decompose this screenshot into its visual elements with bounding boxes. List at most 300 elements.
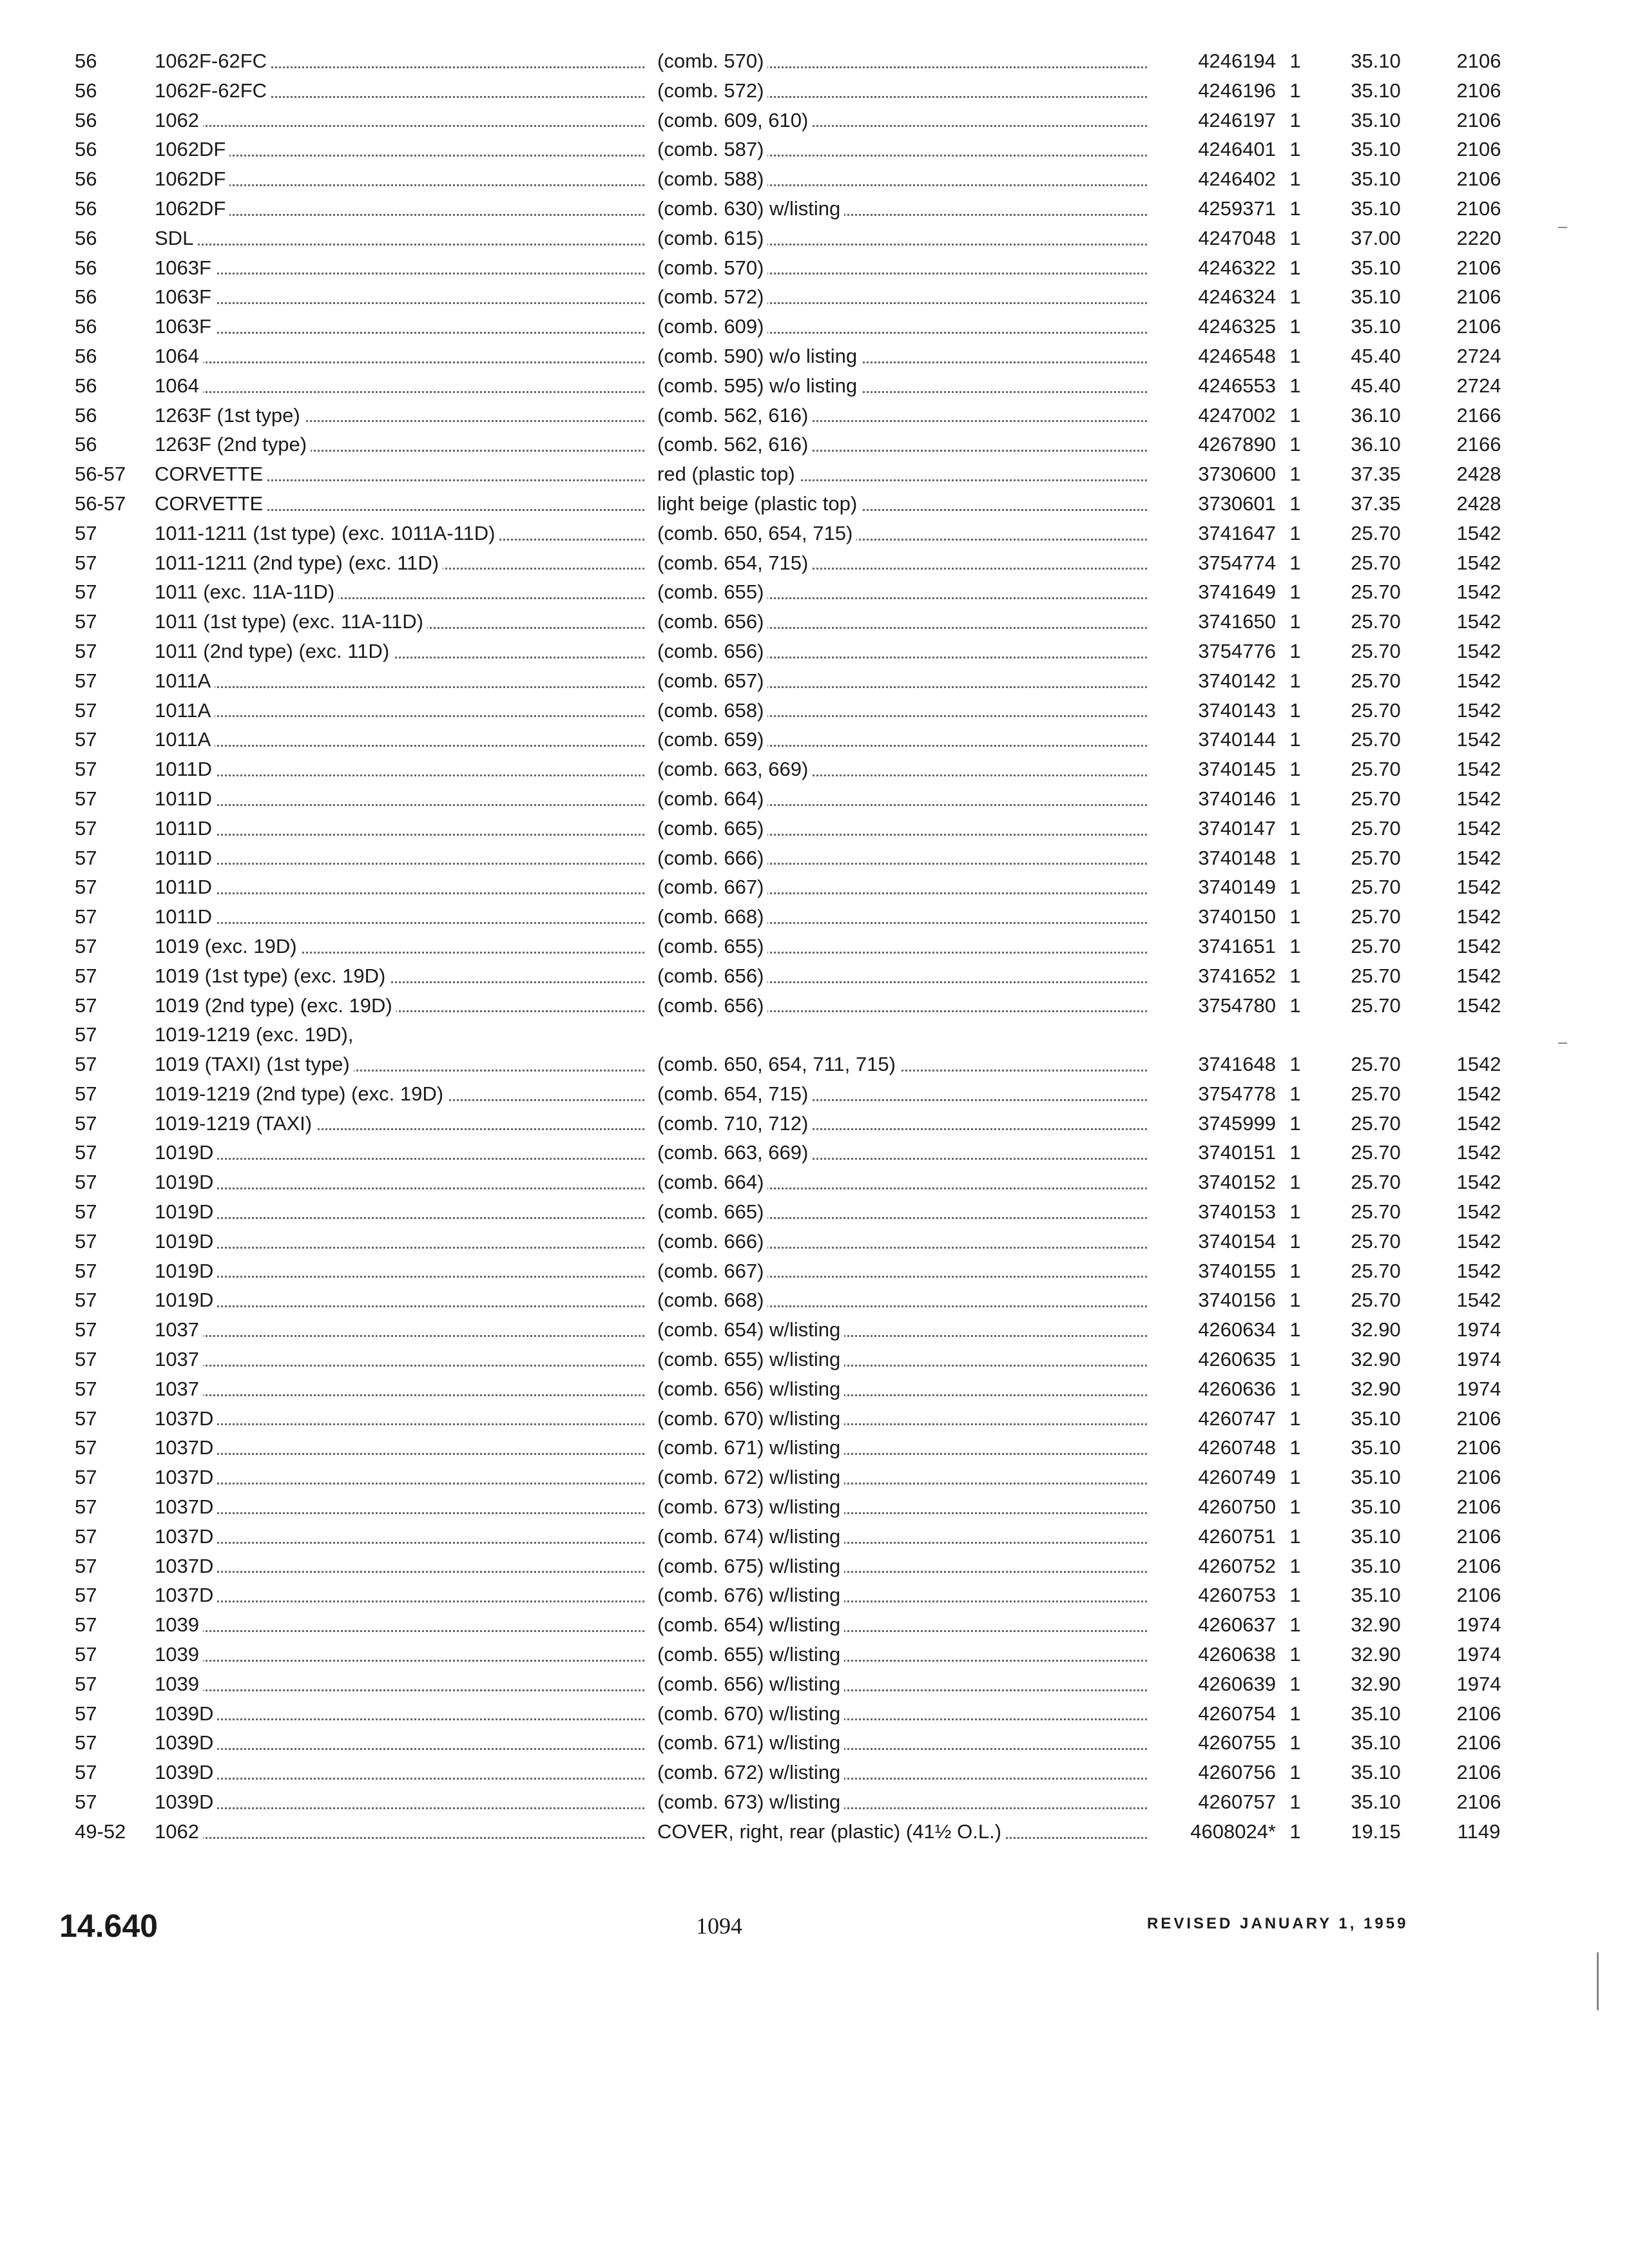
description-cell-text: (comb. 668) (657, 905, 767, 928)
year-cell: 57 (75, 1111, 97, 1135)
description-cell (657, 1552, 1147, 1581)
model-cell (155, 784, 644, 814)
description-cell-text: (comb. 656) w/listing (657, 1378, 844, 1400)
quantity-cell: 1 (1289, 285, 1301, 309)
model-cell-text: 1062 (155, 109, 203, 131)
model-cell (155, 696, 644, 726)
part-number-cell: 4260639 (1198, 1672, 1276, 1695)
description-cell (657, 253, 1147, 283)
table-row (64, 1197, 1501, 1227)
table-row (64, 784, 1501, 814)
dot-leader (155, 1158, 644, 1160)
table-row (64, 459, 1501, 489)
quantity-cell: 1 (1289, 197, 1301, 220)
year-cell: 57 (75, 905, 97, 928)
year-cell: 57 (75, 846, 97, 869)
description-cell-text: (comb. 670) w/listing (657, 1407, 844, 1430)
year-cell: 57 (75, 1584, 97, 1607)
quantity-cell: 1 (1289, 581, 1301, 604)
year-cell: 57 (75, 1171, 97, 1194)
quantity-cell: 1 (1289, 138, 1301, 161)
model-cell (155, 1758, 644, 1787)
part-number-cell: 3740147 (1198, 816, 1276, 840)
year-cell: 57 (75, 698, 97, 722)
quantity-cell: 1 (1289, 1259, 1301, 1282)
description-cell (657, 666, 1147, 696)
table-row (64, 1138, 1501, 1168)
price-cell: 35.10 (1351, 256, 1401, 279)
table-row (64, 253, 1501, 283)
description-cell (657, 1256, 1147, 1286)
model-cell-text: SDL (155, 227, 197, 249)
table-row (64, 1787, 1501, 1817)
model-cell-text: 1019D (155, 1289, 217, 1311)
code-cell: 1974 (1456, 1318, 1501, 1341)
dot-leader (155, 1571, 644, 1573)
table-row (64, 1109, 1501, 1139)
model-cell-text: 1064 (155, 374, 203, 397)
description-cell (657, 1374, 1147, 1404)
table-row (64, 1669, 1501, 1699)
section-number: 14.640 (59, 1908, 158, 1944)
table-row (64, 1758, 1501, 1787)
price-cell: 35.10 (1351, 1554, 1401, 1577)
part-number-cell: 3730600 (1198, 463, 1276, 486)
price-cell: 25.70 (1351, 964, 1401, 987)
year-cell: 57 (75, 1023, 97, 1046)
model-cell (155, 1227, 644, 1256)
model-cell-text: 1063F (155, 256, 215, 279)
quantity-cell: 1 (1289, 1111, 1301, 1135)
year-cell: 57 (75, 1761, 97, 1784)
model-cell (155, 1552, 644, 1581)
price-cell: 35.10 (1351, 1731, 1401, 1754)
table-row (64, 872, 1501, 902)
year-cell: 57 (75, 1377, 97, 1400)
price-cell: 32.90 (1351, 1672, 1401, 1695)
description-cell-text: (comb. 657) (657, 669, 767, 692)
model-cell (155, 430, 644, 459)
model-cell-text: 1263F (1st type) (155, 404, 304, 427)
table-row (64, 106, 1501, 135)
model-cell-text: 1039 (155, 1643, 203, 1666)
quantity-cell: 1 (1289, 433, 1301, 456)
code-cell: 1542 (1456, 581, 1501, 604)
model-cell (155, 489, 644, 519)
code-cell: 1542 (1456, 1111, 1501, 1135)
description-cell-text: (comb. 587) (657, 138, 767, 160)
scan-mark (1558, 227, 1567, 228)
model-cell (155, 1345, 644, 1374)
description-cell-text: (comb. 664) (657, 1171, 767, 1193)
quantity-cell: 1 (1289, 934, 1301, 957)
table-row (64, 696, 1501, 726)
price-cell: 35.10 (1351, 1584, 1401, 1607)
description-cell (657, 1197, 1147, 1227)
description-cell (657, 991, 1147, 1021)
description-cell (657, 1463, 1147, 1492)
code-cell: 1974 (1456, 1613, 1501, 1637)
model-cell (155, 1404, 644, 1434)
part-number-cell: 3740142 (1198, 669, 1276, 692)
description-cell-text: (comb. 615) (657, 227, 767, 249)
description-cell-text: (comb. 666) (657, 1230, 767, 1253)
table-row (64, 1699, 1501, 1729)
description-cell-text: (comb. 654, 715) (657, 1082, 812, 1105)
model-cell-text: 1062DF (155, 138, 229, 160)
year-cell: 57 (75, 728, 97, 751)
price-cell: 25.70 (1351, 639, 1401, 662)
model-cell (155, 1285, 644, 1315)
code-cell: 1149 (1457, 1820, 1501, 1843)
table-row (64, 548, 1501, 578)
description-cell-text: (comb. 656) (657, 640, 767, 662)
quantity-cell: 1 (1289, 758, 1301, 781)
description-cell (657, 1758, 1147, 1787)
code-cell: 1542 (1456, 1171, 1501, 1194)
description-cell-text: (comb. 656) (657, 610, 767, 633)
model-cell-text: 1037D (155, 1436, 217, 1459)
price-cell: 32.90 (1351, 1377, 1401, 1400)
part-number-cell: 3741651 (1198, 934, 1276, 957)
description-cell (657, 1492, 1147, 1522)
part-number-cell: 4260638 (1198, 1643, 1276, 1666)
quantity-cell: 1 (1289, 1082, 1301, 1105)
description-cell (657, 341, 1147, 371)
description-cell (657, 577, 1147, 607)
price-cell: 32.90 (1351, 1318, 1401, 1341)
description-cell (657, 1699, 1147, 1729)
year-cell: 56 (75, 256, 97, 279)
table-row (64, 312, 1501, 341)
quantity-cell: 1 (1289, 168, 1301, 191)
model-cell (155, 1787, 644, 1817)
model-cell (155, 666, 644, 696)
dot-leader (155, 302, 644, 304)
quantity-cell: 1 (1289, 315, 1301, 338)
price-cell: 25.70 (1351, 1171, 1401, 1194)
model-cell-text: CORVETTE (155, 492, 267, 515)
model-cell-text: 1011A (155, 699, 215, 722)
model-cell-text: 1037D (155, 1466, 217, 1488)
price-cell: 25.70 (1351, 758, 1401, 781)
price-cell: 25.70 (1351, 787, 1401, 810)
revision-date: REVISED JANUARY 1, 1959 (1147, 1915, 1409, 1932)
code-cell: 1542 (1456, 1053, 1501, 1076)
quantity-cell: 1 (1289, 1524, 1301, 1548)
description-cell-text: (comb. 665) (657, 817, 767, 840)
model-cell (155, 1433, 644, 1463)
dot-leader (155, 1365, 644, 1367)
part-number-cell: 3741650 (1198, 610, 1276, 633)
description-cell (657, 814, 1147, 843)
model-cell (155, 577, 644, 607)
description-cell-text: (comb. 655) (657, 935, 767, 957)
code-cell: 2724 (1456, 344, 1501, 367)
description-cell (657, 548, 1147, 578)
description-cell (657, 696, 1147, 726)
description-cell (657, 607, 1147, 637)
quantity-cell: 1 (1289, 846, 1301, 869)
price-cell: 45.40 (1351, 344, 1401, 367)
model-cell-text: 1011D (155, 905, 216, 928)
price-cell: 35.10 (1351, 1791, 1401, 1814)
model-cell-text: 1037D (155, 1407, 217, 1430)
description-cell (657, 872, 1147, 902)
table-row (64, 1079, 1501, 1109)
price-cell: 37.35 (1351, 463, 1401, 486)
description-cell (657, 1817, 1147, 1847)
table-row (64, 1522, 1501, 1552)
quantity-cell: 1 (1289, 1495, 1301, 1519)
code-cell: 1542 (1456, 934, 1501, 957)
description-cell (657, 1669, 1147, 1699)
year-cell: 56 (75, 374, 97, 397)
model-cell (155, 371, 644, 401)
model-cell-text: 1062 (155, 1820, 203, 1843)
code-cell: 1542 (1456, 1289, 1501, 1312)
description-cell-text: red (plastic top) (657, 463, 799, 485)
part-number-cell: 3740144 (1198, 728, 1276, 751)
model-cell-text: 1019-1219 (TAXI) (155, 1112, 316, 1135)
model-cell (155, 961, 644, 991)
dot-leader (155, 1689, 644, 1691)
code-cell: 2106 (1456, 168, 1501, 191)
part-number-cell: 4246324 (1198, 285, 1276, 309)
description-cell (657, 1168, 1147, 1197)
description-cell-text: (comb. 667) (657, 1260, 767, 1282)
year-cell: 57 (75, 1259, 97, 1282)
quantity-cell: 1 (1289, 816, 1301, 840)
part-number-cell: 4246194 (1198, 50, 1276, 72)
price-cell: 25.70 (1351, 610, 1401, 633)
part-number-cell: 3740154 (1198, 1229, 1276, 1253)
quantity-cell: 1 (1289, 994, 1301, 1017)
part-number-cell: 4260757 (1198, 1791, 1276, 1814)
model-cell-text: 1062DF (155, 197, 229, 220)
table-row (64, 1345, 1501, 1374)
dot-leader (155, 1483, 644, 1485)
description-cell-text: (comb. 562, 616) (657, 404, 812, 427)
model-cell-text: 1039D (155, 1731, 217, 1754)
quantity-cell: 1 (1289, 698, 1301, 722)
table-row (64, 1168, 1501, 1197)
description-cell-text: (comb. 656) w/listing (657, 1673, 844, 1695)
description-cell-text: (comb. 672) w/listing (657, 1466, 844, 1488)
price-cell: 35.10 (1351, 197, 1401, 220)
description-cell (657, 489, 1147, 519)
description-cell-text: (comb. 658) (657, 699, 767, 722)
dot-leader (155, 745, 644, 747)
year-cell: 57 (75, 934, 97, 957)
description-cell (657, 312, 1147, 341)
dot-leader (155, 1778, 644, 1780)
dot-leader (155, 244, 644, 245)
year-cell: 57 (75, 816, 97, 840)
part-number-cell: 4260637 (1198, 1613, 1276, 1637)
description-cell-text: (comb. 572) (657, 79, 767, 102)
model-cell (155, 1138, 644, 1168)
model-cell (155, 932, 644, 961)
model-cell-text: 1263F (2nd type) (155, 433, 311, 456)
part-number-cell: 3740145 (1198, 758, 1276, 781)
model-cell (155, 902, 644, 932)
description-cell-text: (comb. 663, 669) (657, 758, 812, 780)
model-cell (155, 1315, 644, 1345)
description-cell (657, 1138, 1147, 1168)
description-cell-text: (comb. 659) (657, 728, 767, 751)
code-cell: 2724 (1456, 374, 1501, 397)
dot-leader (155, 1394, 644, 1396)
description-cell-text: (comb. 655) (657, 581, 767, 603)
model-cell (155, 754, 644, 784)
table-row (64, 401, 1501, 430)
price-cell: 25.70 (1351, 846, 1401, 869)
model-cell-text: 1037 (155, 1378, 203, 1400)
price-cell: 25.70 (1351, 1053, 1401, 1076)
year-cell: 57 (75, 787, 97, 810)
part-number-cell: 3754774 (1198, 551, 1276, 574)
price-cell: 35.10 (1351, 138, 1401, 161)
code-cell: 2106 (1456, 50, 1501, 72)
quantity-cell: 1 (1289, 964, 1301, 987)
year-cell: 56 (75, 197, 97, 220)
price-cell: 35.10 (1351, 1436, 1401, 1459)
model-cell-text: 1019D (155, 1230, 217, 1253)
year-cell: 57 (75, 1731, 97, 1754)
dot-leader (155, 1748, 644, 1750)
code-cell: 2106 (1456, 285, 1501, 309)
year-cell: 56 (75, 50, 97, 72)
description-cell (657, 1522, 1147, 1552)
description-cell-text: (comb. 673) w/listing (657, 1791, 844, 1813)
table-row (64, 1463, 1501, 1492)
dot-leader (155, 1276, 644, 1278)
dot-leader (155, 1600, 644, 1602)
code-cell: 2106 (1456, 1554, 1501, 1577)
model-cell (155, 1109, 644, 1139)
price-cell: 35.10 (1351, 50, 1401, 72)
dot-leader (155, 391, 644, 393)
price-cell: 37.00 (1351, 226, 1401, 249)
year-cell: 56 (75, 433, 97, 456)
model-cell-text: 1037D (155, 1555, 217, 1577)
model-cell-text: 1011D (155, 847, 216, 869)
description-cell (657, 902, 1147, 932)
part-number-cell: 3741647 (1198, 521, 1276, 544)
table-row (64, 1285, 1501, 1315)
code-cell: 1542 (1456, 846, 1501, 869)
model-cell (155, 194, 644, 224)
year-cell: 56 (75, 138, 97, 161)
dot-leader (155, 1630, 644, 1632)
model-cell-text: 1011D (155, 758, 216, 780)
description-cell-text: (comb. 675) w/listing (657, 1555, 844, 1577)
model-cell-text: 1011D (155, 876, 216, 898)
quantity-cell: 1 (1289, 79, 1301, 102)
description-cell (657, 843, 1147, 873)
code-cell: 1542 (1456, 728, 1501, 751)
code-cell: 2428 (1456, 463, 1501, 486)
table-row (64, 902, 1501, 932)
dot-leader (155, 1807, 644, 1809)
model-cell (155, 1522, 644, 1552)
table-row (64, 1020, 1418, 1050)
dot-leader (155, 1718, 644, 1720)
model-cell (155, 872, 644, 902)
dot-leader (155, 922, 644, 924)
table-row (64, 76, 1501, 106)
code-cell: 1542 (1456, 1200, 1501, 1224)
year-cell: 57 (75, 1141, 97, 1164)
year-cell: 57 (75, 521, 97, 544)
dot-leader (155, 834, 644, 836)
part-number-cell: 4260748 (1198, 1436, 1276, 1459)
price-cell: 36.10 (1351, 403, 1401, 427)
table-row (64, 932, 1501, 961)
description-cell-text: (comb. 572) (657, 285, 767, 308)
model-cell-text: 1019 (1st type) (exc. 19D) (155, 965, 389, 987)
code-cell: 2220 (1456, 226, 1501, 249)
description-cell (657, 371, 1147, 401)
description-cell-text: (comb. 666) (657, 847, 767, 869)
code-cell: 2106 (1456, 138, 1501, 161)
part-number-cell: 4260752 (1198, 1554, 1276, 1577)
quantity-cell: 1 (1289, 403, 1301, 427)
code-cell: 2106 (1456, 1731, 1501, 1754)
price-cell: 25.70 (1351, 934, 1401, 957)
price-cell: 32.90 (1351, 1613, 1401, 1637)
description-cell-text: (comb. 670) w/listing (657, 1702, 844, 1725)
model-cell-text: 1037D (155, 1495, 217, 1518)
description-cell (657, 1345, 1147, 1374)
model-cell (155, 1581, 644, 1610)
model-cell (155, 401, 644, 430)
description-cell-text: (comb. 609) (657, 315, 767, 338)
model-cell-text: 1011-1211 (1st type) (exc. 1011A-11D) (155, 522, 499, 544)
model-cell (155, 164, 644, 194)
year-cell: 57 (75, 1554, 97, 1577)
part-number-cell: 4260751 (1198, 1524, 1276, 1548)
code-cell: 1974 (1456, 1377, 1501, 1400)
model-cell-text: 1011D (155, 817, 216, 840)
description-cell-text: (comb. 570) (657, 50, 767, 72)
price-cell: 35.10 (1351, 315, 1401, 338)
description-cell (657, 1109, 1147, 1139)
dot-leader (155, 273, 644, 274)
description-cell-text: COVER, right, rear (plastic) (41½ O.L.) (657, 1820, 1005, 1843)
description-cell-text: (comb. 671) w/listing (657, 1731, 844, 1754)
model-cell (155, 1699, 644, 1729)
quantity-cell: 1 (1289, 1200, 1301, 1224)
code-cell: 1542 (1456, 610, 1501, 633)
model-cell (155, 1079, 644, 1109)
code-cell: 1542 (1456, 876, 1501, 899)
description-cell (657, 401, 1147, 430)
price-cell: 35.10 (1351, 108, 1401, 131)
model-cell-text: 1039D (155, 1761, 217, 1783)
price-cell: 25.70 (1351, 521, 1401, 544)
code-cell: 2106 (1456, 1584, 1501, 1607)
description-cell (657, 1581, 1147, 1610)
year-cell: 49-52 (75, 1820, 126, 1843)
code-cell: 1542 (1456, 787, 1501, 810)
description-cell-text: (comb. 674) w/listing (657, 1525, 844, 1548)
table-row (64, 991, 1501, 1021)
model-cell-text: 1011D (155, 787, 216, 810)
description-cell-text: (comb. 609, 610) (657, 109, 812, 131)
description-cell-text: (comb. 650, 654, 715) (657, 522, 856, 544)
